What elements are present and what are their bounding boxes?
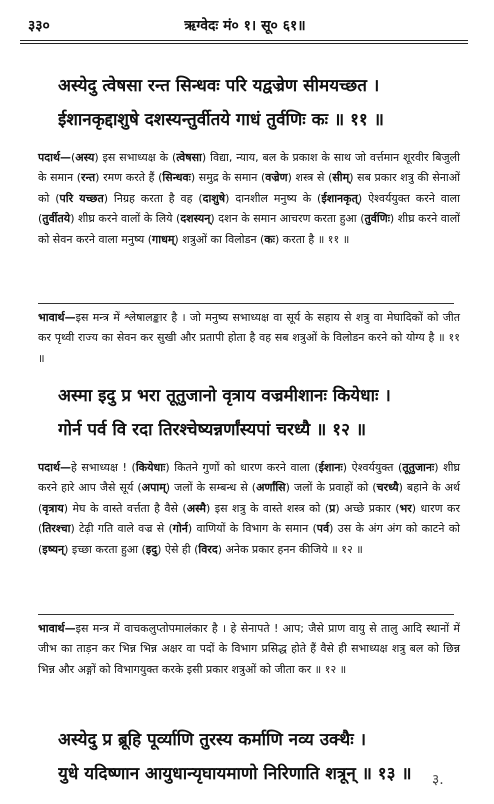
gloss-text: ) शीघ्र करने वालों के लिये ( (70, 212, 181, 226)
sanskrit-term: त्वेषसा (176, 151, 202, 164)
gloss-text: ( (70, 151, 76, 164)
gloss-text: ) अनेक प्रकार हनन कीजिये ॥ १२ ॥ (217, 542, 363, 556)
sanskrit-term: इष्यन् (42, 542, 65, 556)
gloss-text: ) सब प्रकार शत्रु की सेनाओं को ( (38, 171, 461, 205)
sanskrit-term: ईशानकृत् (321, 191, 358, 205)
gloss-text: ) विद्या, न्याय, बल के प्रकाश के साथ जो वर्त्तमान शूरवीर बिजुली के समान ( (38, 151, 460, 185)
gloss-text: ) ऐश्वर्ययुक्त करने वाला ( (38, 191, 460, 226)
bhavartha-12 (38, 619, 460, 719)
gloss-text: ) वाणियों के विभाग के समान ( (187, 522, 317, 536)
gloss-text: ) इच्छा करता हुआ ( (64, 542, 146, 556)
page-header (24, 14, 466, 36)
sanskrit-term: गाधम् (152, 232, 175, 246)
padartha-11 (38, 148, 460, 298)
sanskrit-term: पर्व (316, 522, 330, 536)
padartha-12 (38, 458, 460, 610)
sanskrit-term: दाशुषे (202, 191, 226, 205)
gloss-text: ) कितने गुणों को धारण करने वाला ( (165, 461, 319, 474)
sanskrit-term: तुर्वीतये (42, 212, 71, 226)
gloss-text: ) दशन के समान आचरण करता हुआ ( (210, 212, 365, 226)
gloss-text: ) रमण करते हैं ( (95, 171, 163, 185)
bhavartha-11 (38, 308, 460, 372)
verse-13-line-1: अस्येदु प्र ब्रूहि पूर्व्याणि तुरस्य कर्माणि नव्य उक्थैः । (58, 730, 367, 750)
gloss-text: ) टेढ़ी गति वाले वज्र से ( (70, 522, 173, 536)
gloss-text: ) इस शत्रु के वास्ते शस्त्र को ( (205, 501, 330, 515)
gloss-text: ) शीघ्र करने हारे आप जैसे सूर्य ( (38, 461, 460, 495)
gloss-text: ) मेघ के वास्ते वर्त्तता है वैसे ( (63, 501, 187, 515)
sanskrit-term: अर्णांसि (256, 481, 286, 495)
header-rule (20, 40, 468, 41)
padartha-11-body (38, 151, 460, 246)
gloss-text: ) इस सभाध्यक्ष के ( (94, 151, 177, 164)
gloss-text: ) निग्रह करता है वह ( (103, 191, 203, 205)
sanskrit-term: वज्रेण (265, 171, 288, 185)
gloss-text: ) उस के अंग अंग को काटने को ( (38, 522, 460, 556)
bhavartha-label: भावार्थ— (38, 311, 76, 324)
gloss-text: ) ऐसे ही ( (157, 542, 199, 556)
bhavartha-12-body: इस मन्त्र में वाचकलुप्तोपमालंकार है । हे सेनापते ! आप; जैसे प्राण वायु से तालु आदि स्थानों में जीभ का ताड़न कर भिन्न भिन्न अक्षर वा पदों के विभाग प्रसिद्ध होते हैं वैसे ही सभाध्यक्ष शत्रु बल को छिन्न भिन्न और अङ्गों को विभागयुक्त करके इसी प्रकार शत्रुओं को जीता कर ॥ १२ ॥ (38, 622, 460, 676)
sanskrit-term: चरध्यै (376, 481, 399, 495)
running-title: ऋग्वेदः मं० १। सू० ६१॥ (184, 18, 306, 34)
gloss-text: ) शीघ्र करने वालों को सेवन करने वाला मनुष्य ( (38, 212, 461, 246)
gloss-text: ) धारण कर ( (38, 501, 460, 536)
sanskrit-term: रन्त (81, 171, 96, 185)
sanskrit-term: कियेधाः (135, 461, 166, 474)
sanskrit-term: तूतुजानः (402, 461, 435, 474)
section-divider (38, 614, 454, 615)
verse-11-line-1: अस्येदु त्वेषसा रन्त सिन्धवः परि यद्वज्रेण सीमयच्छत । (58, 76, 380, 96)
padartha-label: पदार्थ— (38, 461, 71, 474)
sanskrit-term: वृत्राय (42, 501, 64, 515)
sanskrit-term: अस्य (75, 151, 95, 164)
header-rule-double (20, 43, 468, 44)
verse-11-line-2: ईशानकृद्दाशुषे दशस्यन्तुर्वीतये गाधं तुर्वणिः कः ॥ ११ ॥ (58, 110, 384, 130)
gloss-text: ) जलों के प्रवाहों को ( (285, 481, 377, 495)
gloss-text: ) अच्छे प्रकार ( (335, 501, 400, 515)
gloss-text: ) ऐश्वर्ययुक्त ( (342, 461, 403, 474)
bhavartha-label: भावार्थ— (38, 622, 76, 635)
sanskrit-term: भर (399, 501, 412, 515)
gloss-text: ) समुद्र के समान ( (190, 171, 266, 185)
section-divider (38, 303, 454, 304)
verse-12-line-1: अस्मा इदु प्र भरा तूतुजानो वृत्राय वज्रमीशानः कियेधाः । (58, 386, 391, 406)
gloss-text: हे सभाध्यक्ष ! ( (70, 461, 136, 474)
sanskrit-term: अपाम् (141, 481, 166, 495)
verse-13-line-2: युधे यदिष्णान आयुधान्यृघायमाणो निरिणाति शत्रून् ॥ १३ ॥ (58, 764, 412, 784)
sanskrit-term: दशस्यन् (180, 212, 211, 226)
gloss-text: ) बहाने के अर्थ ( (38, 481, 460, 515)
sanskrit-term: तिरश्चा (42, 522, 71, 536)
verse-12-line-2: गोर्न पर्व वि रदा तिरश्चेष्यन्नर्णांस्यपां चरध्यै ॥ १२ ॥ (58, 420, 367, 440)
gloss-text: ) जलों के सम्बन्ध से ( (165, 481, 257, 495)
padartha-label: पदार्थ— (38, 151, 71, 164)
gloss-text: ) करता है ॥ ११ ॥ (275, 232, 350, 246)
sanskrit-term: ईशानः (318, 461, 343, 474)
gloss-text: ) दानशील मनुष्य के ( (225, 191, 322, 205)
sanskrit-term: कः (264, 232, 276, 246)
padartha-12-body (38, 461, 460, 556)
sanskrit-term: इदु (145, 542, 158, 556)
sanskrit-term: विरद (198, 542, 218, 556)
gloss-text: ) शस्त्र से ( (287, 171, 333, 185)
margin-mark: ३. (432, 772, 444, 788)
sanskrit-term: सिन्धवः (162, 171, 191, 185)
bhavartha-11-body: इस मन्त्र में श्लेषालङ्कार है । जो मनुष्य सभाध्यक्ष वा सूर्य के सहाय से शत्रु वा मेघादिकों को जीत कर पृथ्वी राज्य का सेवन कर सुखी और प्रतापी होता है वह सब शत्रुओं के विलोडन करने को योग्य है ॥ ११ ॥ (38, 311, 460, 365)
sanskrit-term: परि यच्छत (59, 191, 104, 205)
sanskrit-term: अस्मै (186, 501, 206, 515)
gloss-text: ) शत्रुओं का विलोडन ( (174, 232, 265, 246)
sanskrit-term: प्र (329, 501, 336, 515)
sanskrit-term: गोर्न (172, 522, 188, 536)
sanskrit-term: तुर्वणिः (364, 212, 390, 226)
page-number: ३३० (28, 18, 50, 34)
sanskrit-term: सीम् (332, 171, 350, 185)
